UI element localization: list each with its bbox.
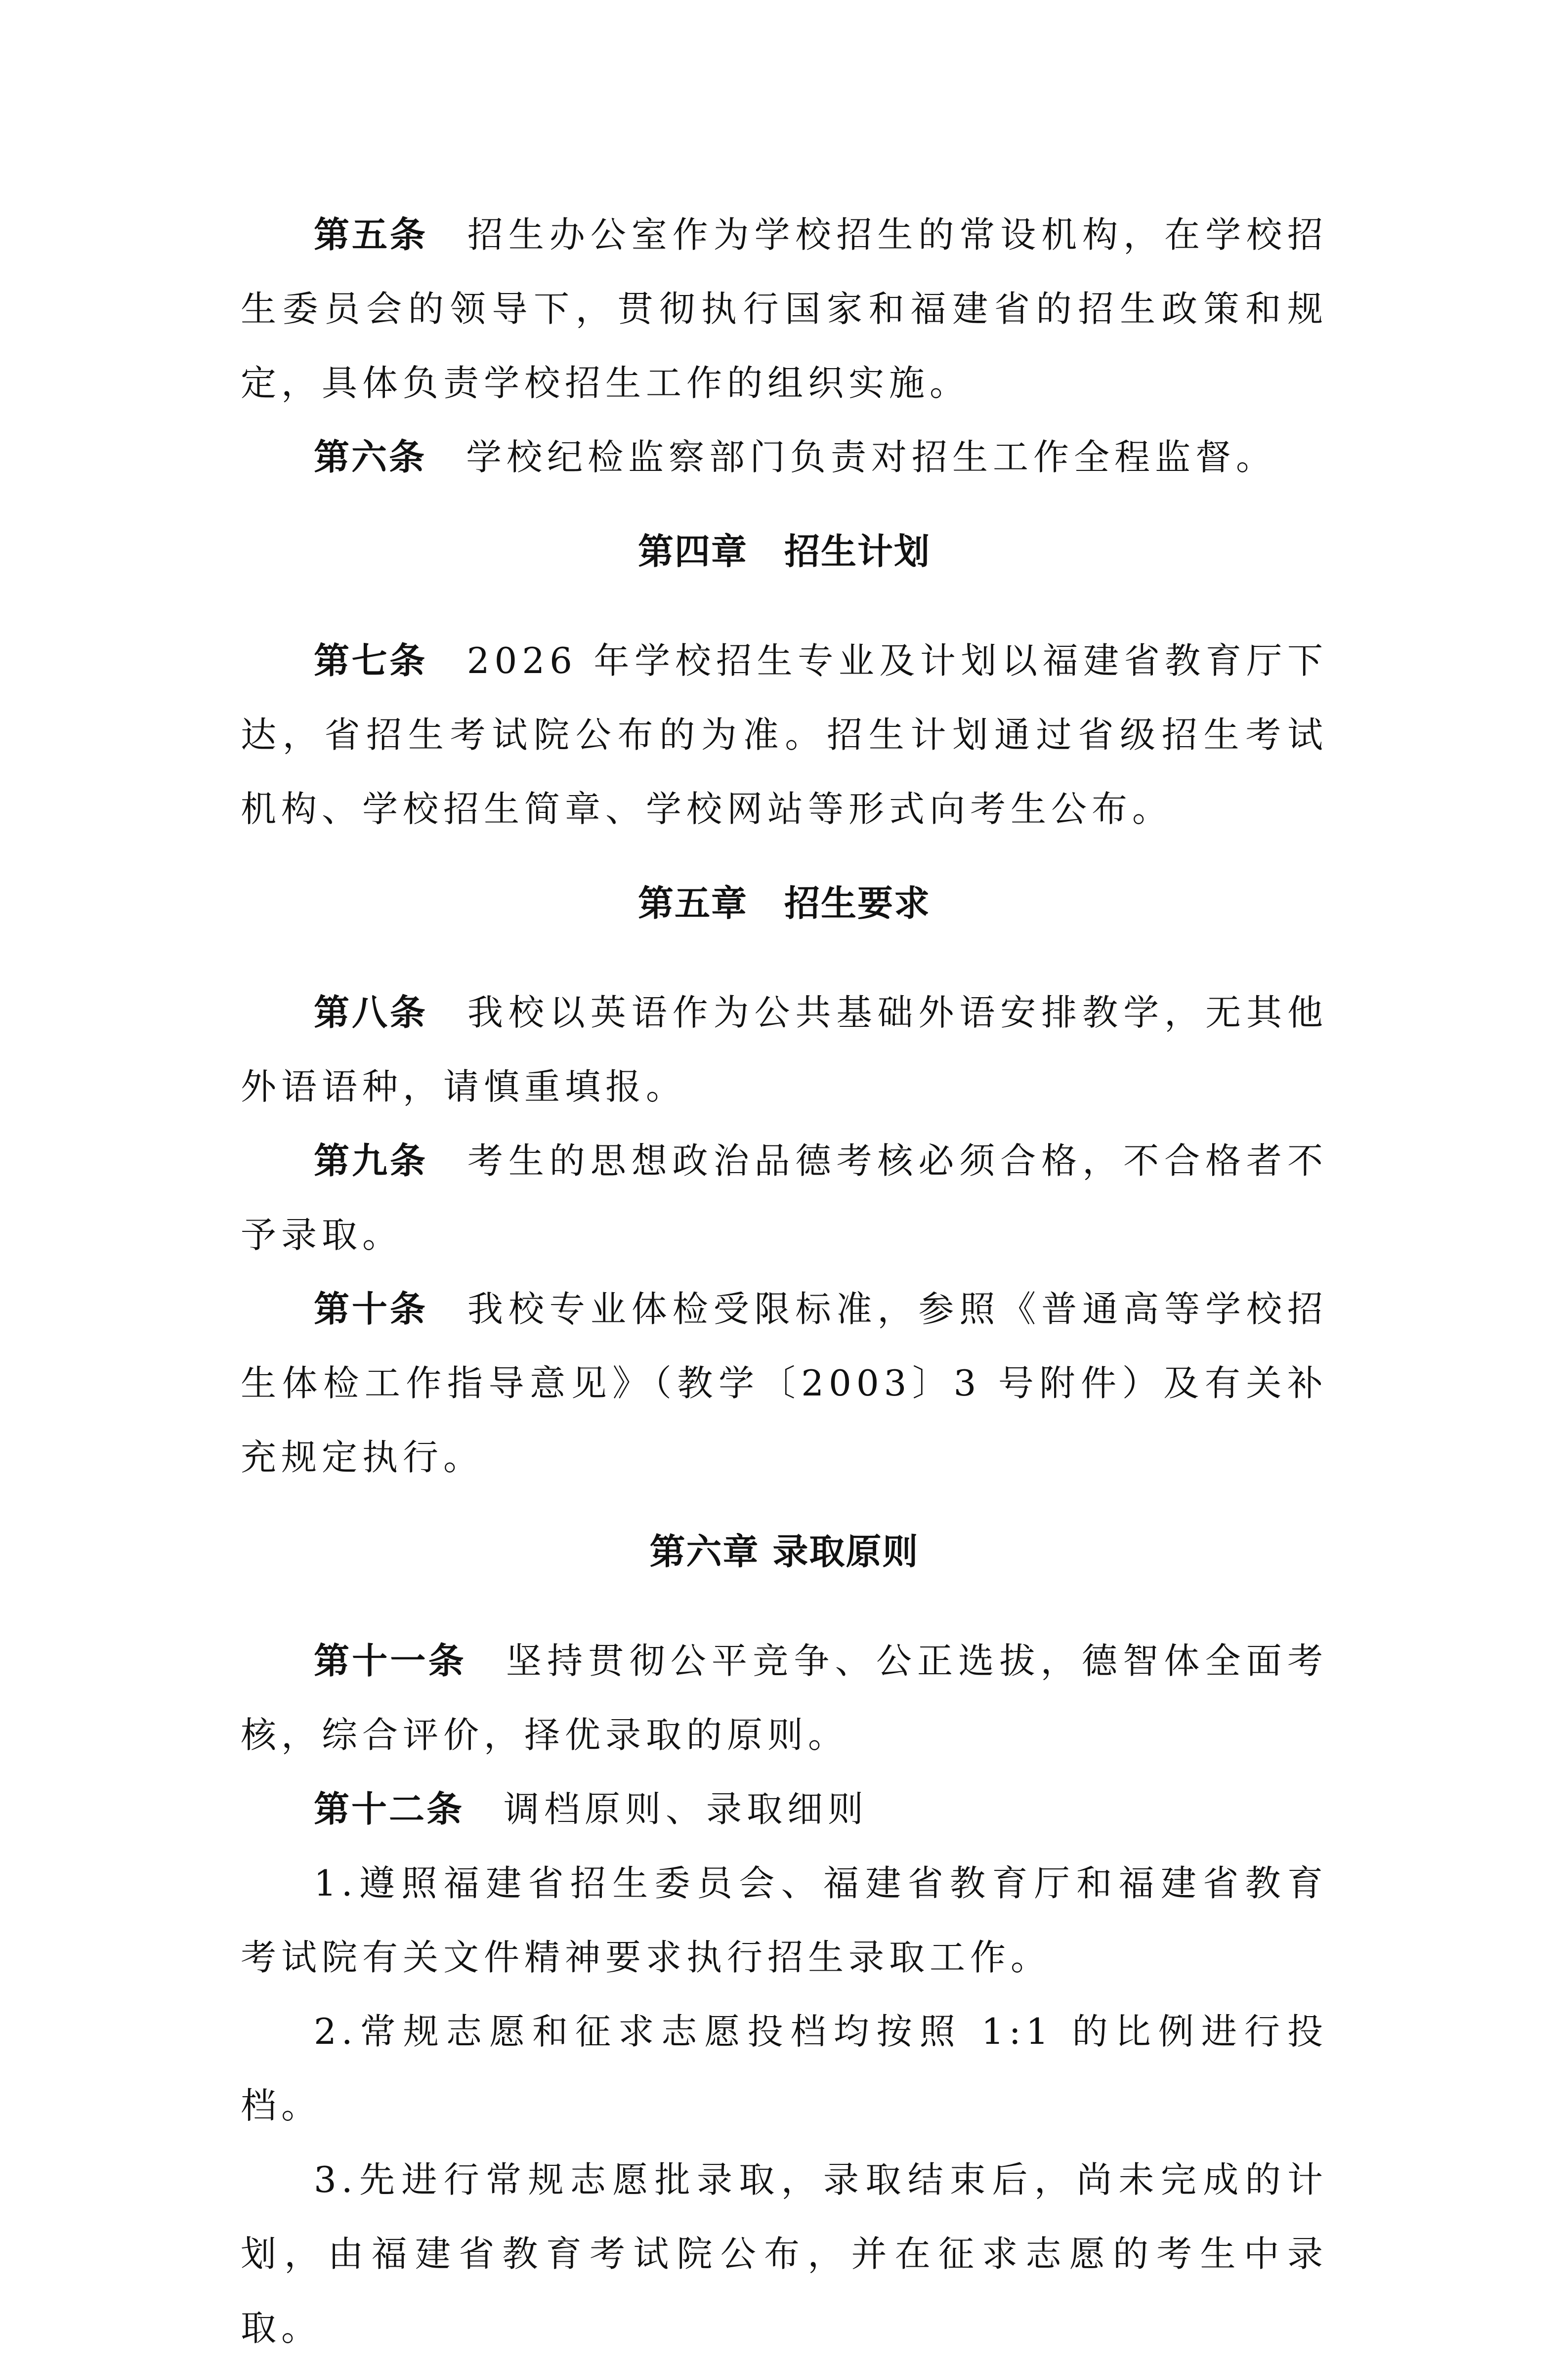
article-7-heading: 第七条 bbox=[314, 640, 427, 681]
article-10-heading: 第十条 bbox=[314, 1288, 428, 1330]
article-8-heading: 第八条 bbox=[314, 992, 428, 1033]
article-6-heading: 第六条 bbox=[314, 436, 427, 478]
article-10 bbox=[241, 1272, 1328, 1494]
article-10-text: 我校专业体检受限标准，参照《普通高等学校招生体检工作指导意见》（教学〔2003〕3 号附件）及有关补充规定执行。 bbox=[241, 1288, 1328, 1478]
chapter-5-heading: 第五章 招生要求 bbox=[637, 883, 931, 924]
article-9-text: 考生的思想政治品德考核必须合格，不合格者不予录取。 bbox=[241, 1140, 1328, 1256]
article-12-heading: 第十二条 bbox=[314, 1788, 465, 1830]
article-6 bbox=[241, 420, 1328, 494]
article-8 bbox=[241, 975, 1328, 1124]
document-body bbox=[241, 198, 1328, 2365]
article-7-text: 2026 年学校招生专业及计划以福建省教育厅下达，省招生考试院公布的为准。招生计划通过省级招生考试机构、学校招生简章、学校网站等形式向考生公布。 bbox=[241, 640, 1328, 830]
article-11-text: 坚持贯彻公平竞争、公正选拔，德智体全面考核，综合评价，择优录取的原则。 bbox=[241, 1640, 1328, 1756]
article-11 bbox=[241, 1624, 1328, 1772]
article-5-heading: 第五条 bbox=[314, 214, 428, 255]
rule-item-3: 3.先进行常规志愿批录取，录取结束后，尚未完成的计划，由福建省教育考试院公布，并在征求志愿的考生中录取。 bbox=[241, 2159, 1328, 2349]
article-5-text: 招生办公室作为学校招生的常设机构，在学校招生委员会的领导下，贯彻执行国家和福建省的招生政策和规定，具体负责学校招生工作的组织实施。 bbox=[241, 214, 1328, 404]
article-11-heading: 第十一条 bbox=[314, 1640, 466, 1682]
rule-item-1: 1.遵照福建省招生委员会、福建省教育厅和福建省教育考试院有关文件精神要求执行招生录取工作。 bbox=[241, 1862, 1328, 1978]
chapter-4-heading: 第四章 招生计划 bbox=[637, 531, 931, 572]
rule-item-2: 2.常规志愿和征求志愿投档均按照 1:1 的比例进行投档。 bbox=[241, 2011, 1328, 2126]
article-5 bbox=[241, 198, 1328, 420]
article-6-text: 学校纪检监察部门负责对招生工作全程监督。 bbox=[466, 436, 1277, 478]
article-8-text: 我校以英语作为公共基础外语安排教学，无其他外语语种，请慎重填报。 bbox=[241, 992, 1328, 1107]
article-12-text: 调档原则、录取细则 bbox=[504, 1788, 869, 1830]
article-7 bbox=[241, 624, 1328, 846]
article-9-heading: 第九条 bbox=[314, 1140, 428, 1182]
chapter-6-heading: 第六章 录取原则 bbox=[649, 1531, 919, 1572]
article-9 bbox=[241, 1124, 1328, 1272]
article-12 bbox=[241, 1772, 1328, 1846]
